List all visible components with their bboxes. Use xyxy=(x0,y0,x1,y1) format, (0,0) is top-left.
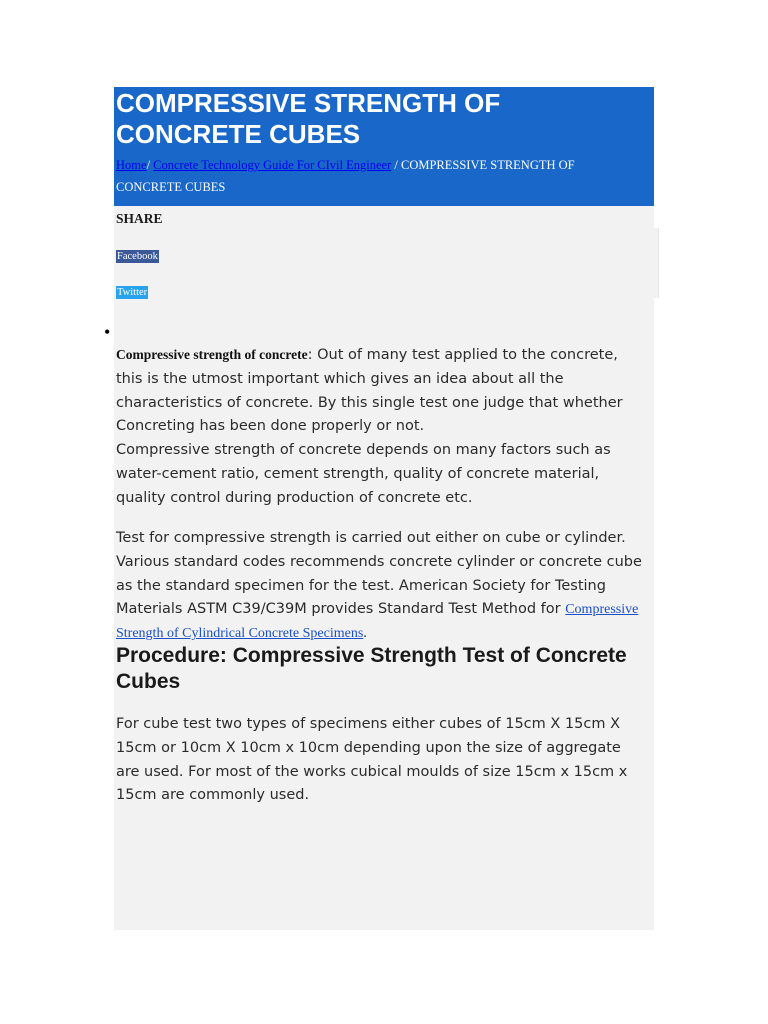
breadcrumb-separator: / xyxy=(391,158,401,172)
intro-paragraph xyxy=(116,343,646,511)
list-bullet: • xyxy=(104,322,111,342)
procedure-paragraph: For cube test two types of specimens either cubes of 15cm X 15cm X 15cm or 10cm X 10cm x 10cm depending upon the size of aggregate are used. For most of the works cubical moulds of size 15cm x 15cm x 15cm are commonly used. xyxy=(116,716,628,804)
share-box xyxy=(114,228,659,298)
breadcrumb-category-link[interactable]: Concrete Technology Guide For CIvil Engineer xyxy=(153,158,392,172)
intro-text: : Out of many test applied to the concrete, this is the utmost important which gives an idea about all the characteristics of concrete. By this single test one judge that whether Concreting has been done properly or not. xyxy=(116,347,623,435)
intro-text-2: Compressive strength of concrete depends on many factors such as water-cement ratio, cement strength, quality of concrete material, quality control during production of concrete etc. xyxy=(116,442,611,506)
breadcrumb-home-link[interactable]: Home xyxy=(116,158,147,172)
astm-link[interactable]: Compressive Strength of Cylindrical Concrete Specimens xyxy=(116,602,639,642)
twitter-share-button[interactable]: Twitter xyxy=(117,287,148,298)
breadcrumb xyxy=(116,154,636,198)
test-paragraph xyxy=(116,527,646,646)
intro-lead: Compressive strength of concrete xyxy=(116,347,308,362)
share-label: SHARE xyxy=(116,211,163,226)
breadcrumb-current: COMPRESSIVE STRENGTH OF CONCRETE CUBES xyxy=(116,158,575,194)
page-title: COMPRESSIVE STRENGTH OF CONCRETE CUBES xyxy=(116,88,501,149)
test-end: . xyxy=(363,625,367,642)
breadcrumb-separator: / xyxy=(146,158,154,172)
procedure-heading: Procedure: Compressive Strength Test of Concrete Cubes xyxy=(116,644,627,693)
test-text: Test for compressive strength is carried out either on cube or cylinder. Various standard codes recommends concrete cylinder or concrete cube as the standard specimen for the test. American Society for Testing Materials ASTM C39/C39M provides Standard Test Method for xyxy=(116,530,642,618)
facebook-share-button[interactable]: Facebook xyxy=(117,251,158,262)
